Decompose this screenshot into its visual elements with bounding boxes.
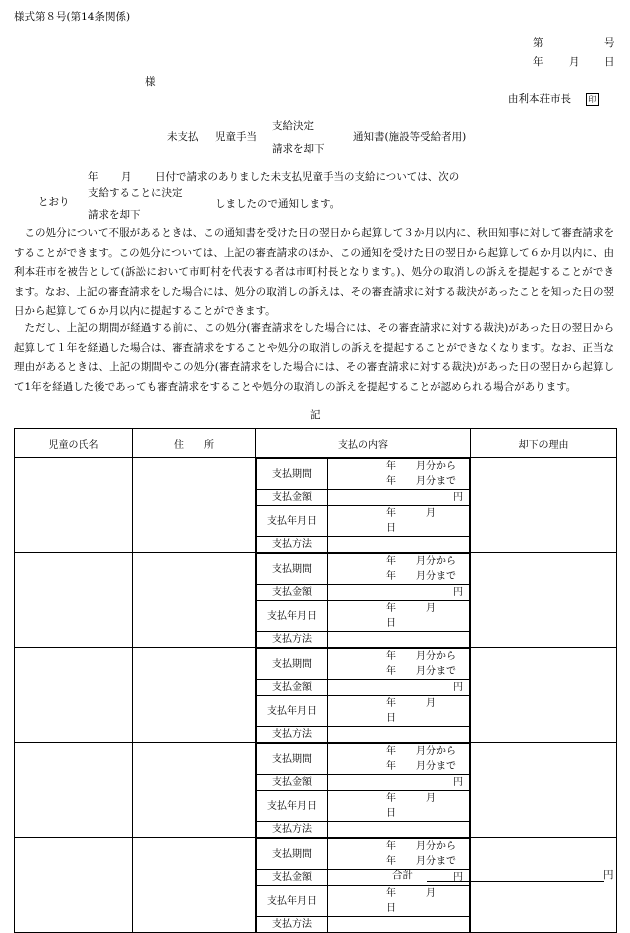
intro-line1: 日付で請求のありました未支払児童手当の支給については、次の: [155, 171, 460, 183]
payment-details-cell: [256, 743, 471, 838]
intro-year: 年: [88, 171, 99, 183]
label-method: 支払方法: [257, 727, 328, 743]
date-value[interactable]: [328, 506, 470, 537]
address-cell[interactable]: [133, 458, 256, 553]
payment-details-cell: [256, 648, 471, 743]
label-amount: 支払金額: [257, 775, 328, 791]
payment-details: [256, 743, 470, 837]
address-cell[interactable]: [133, 838, 256, 933]
payment-table: [14, 428, 617, 933]
doc-number-suffix: 号: [604, 37, 615, 49]
child-name-cell[interactable]: [15, 458, 133, 553]
method-value[interactable]: [328, 537, 470, 553]
period-to: 年 月分まで: [386, 761, 456, 772]
period-value[interactable]: [328, 459, 470, 490]
header-child-name: 児童の氏名: [15, 429, 133, 458]
table-header-row: [15, 429, 617, 458]
date-value[interactable]: [328, 696, 470, 727]
rejection-reason-cell[interactable]: [471, 458, 617, 553]
rejection-reason-cell[interactable]: [471, 553, 617, 648]
label-amount: 支払金額: [257, 585, 328, 601]
label-method: 支払方法: [257, 822, 328, 838]
table-row: [15, 553, 617, 648]
paragraph-deadline: ただし、上記の期間が経過する前に、この処分(審査請求をした場合には、その審査請求に対する裁決)があった日の翌日から起算して１年を経過した場合は、審査請求をすることや処分の取消しの訴えを提起することができなくなります。なお、正当な理由があるときは、上記の期間やこの処分(審査請求をした場合には、その審査請求に対する裁決)があった日の翌日から起算して1年を経過した後であっても審査請求をすることや処分の取消しの訴えを提起することが認められる場合があります。: [14, 322, 614, 393]
yen-unit: 円: [453, 587, 463, 598]
payment-details-cell: [256, 838, 471, 933]
amount-value[interactable]: [328, 680, 470, 696]
label-period: 支払期間: [257, 649, 328, 680]
payment-details-cell: [256, 553, 471, 648]
period-from: 年 月分から: [386, 556, 456, 567]
child-name-cell[interactable]: [15, 743, 133, 838]
seal-stamp: 印: [586, 93, 599, 106]
period-value[interactable]: [328, 744, 470, 775]
date-placeholder: 年 月 日: [386, 888, 466, 914]
period-value[interactable]: [328, 649, 470, 680]
child-name-cell[interactable]: [15, 648, 133, 743]
payment-details-cell: [256, 458, 471, 553]
date-month: 月: [569, 56, 580, 68]
period-to: 年 月分まで: [386, 856, 456, 867]
label-date: 支払年月日: [257, 601, 328, 632]
header-rejection-reason: 却下の理由: [471, 429, 617, 458]
period-to: 年 月分まで: [386, 571, 456, 582]
table-row: [15, 838, 617, 933]
amount-value[interactable]: [328, 775, 470, 791]
rejection-reason-cell[interactable]: [471, 743, 617, 838]
child-name-cell[interactable]: [15, 838, 133, 933]
issuer-name: 由利本荘市長: [508, 93, 571, 105]
table-row: [15, 458, 617, 553]
label-date: 支払年月日: [257, 696, 328, 727]
period-to: 年 月分まで: [386, 666, 456, 677]
ki-heading: 記: [310, 409, 321, 421]
label-amount: 支払金額: [257, 680, 328, 696]
intro-option1: 支給することに決定: [88, 187, 183, 199]
amount-value[interactable]: [328, 585, 470, 601]
header-address: 住 所: [133, 429, 256, 458]
label-date: 支払年月日: [257, 886, 328, 917]
title-option2: 請求を却下: [272, 143, 325, 155]
label-period: 支払期間: [257, 744, 328, 775]
intro-month: 月: [121, 171, 132, 183]
period-value[interactable]: [328, 839, 470, 870]
label-method: 支払方法: [257, 537, 328, 553]
payment-details: [256, 553, 470, 647]
method-value[interactable]: [328, 822, 470, 838]
label-method: 支払方法: [257, 632, 328, 648]
title-option1: 支給決定: [272, 120, 314, 132]
total-unit: 円: [603, 869, 614, 881]
issuer: [508, 93, 599, 106]
label-date: 支払年月日: [257, 791, 328, 822]
intro-suffix: しましたので通知します。: [215, 198, 341, 210]
table-row: [15, 648, 617, 743]
total-amount-line: [427, 881, 604, 882]
method-value[interactable]: [328, 727, 470, 743]
amount-value[interactable]: [328, 490, 470, 506]
address-cell[interactable]: [133, 648, 256, 743]
period-to: 年 月分まで: [386, 476, 456, 487]
period-from: 年 月分から: [386, 461, 456, 472]
label-date: 支払年月日: [257, 506, 328, 537]
child-name-cell[interactable]: [15, 553, 133, 648]
date-value[interactable]: [328, 886, 470, 917]
payment-details: [256, 458, 470, 552]
date-year: 年: [533, 56, 544, 68]
label-period: 支払期間: [257, 459, 328, 490]
doc-number-label: 第: [533, 37, 544, 49]
date-day: 日: [604, 56, 615, 68]
rejection-reason-cell[interactable]: [471, 838, 617, 933]
title-part1: 未支払: [167, 131, 199, 143]
label-amount: 支払金額: [257, 490, 328, 506]
form-number: 様式第８号(第14条関係): [14, 11, 131, 23]
method-value[interactable]: [328, 917, 470, 933]
address-cell[interactable]: [133, 553, 256, 648]
label-amount: 支払金額: [257, 870, 328, 886]
rejection-reason-cell[interactable]: [471, 648, 617, 743]
label-method: 支払方法: [257, 917, 328, 933]
payment-details: [256, 838, 470, 932]
yen-unit: 円: [453, 872, 463, 883]
title-part2: 児童手当: [215, 131, 257, 143]
yen-unit: 円: [453, 682, 463, 693]
date-placeholder: 年 月 日: [386, 603, 466, 629]
label-period: 支払期間: [257, 554, 328, 585]
date-value[interactable]: [328, 601, 470, 632]
addressee-suffix: 様: [145, 76, 156, 88]
total-label: 合計: [392, 869, 413, 881]
title-part3: 通知書(施設等受給者用): [353, 131, 467, 143]
yen-unit: 円: [453, 777, 463, 788]
yen-unit: 円: [453, 492, 463, 503]
label-period: 支払期間: [257, 839, 328, 870]
date-placeholder: 年 月 日: [386, 508, 466, 534]
header-payment-details: 支払の内容: [256, 429, 471, 458]
intro-option2: 請求を却下: [88, 209, 141, 221]
paragraph-appeal: この処分について不服があるときは、この通知書を受けた日の翌日から起算して３か月以内に、秋田知事に対して審査請求をすることができます。この処分については、上記の審査請求のほか、この通知を受けた日の翌日から起算して６か月以内に、由利本荘市を被告として(訴訟において市町村を代表する者は市町村長となります。)、処分の取消しの訴えを提起することができます。なお、上記の審査請求をした場合には、処分の取消しの訴えは、その審査請求に対する裁決があったことを知った日の翌日から起算して６か月以内に提起することができます。: [14, 227, 614, 317]
payment-details: [256, 648, 470, 742]
period-from: 年 月分から: [386, 746, 456, 757]
date-value[interactable]: [328, 791, 470, 822]
method-value[interactable]: [328, 632, 470, 648]
address-cell[interactable]: [133, 743, 256, 838]
intro-toori: とおり: [38, 196, 70, 208]
period-value[interactable]: [328, 554, 470, 585]
period-from: 年 月分から: [386, 841, 456, 852]
period-from: 年 月分から: [386, 651, 456, 662]
date-placeholder: 年 月 日: [386, 793, 466, 819]
table-row: [15, 743, 617, 838]
date-placeholder: 年 月 日: [386, 698, 466, 724]
